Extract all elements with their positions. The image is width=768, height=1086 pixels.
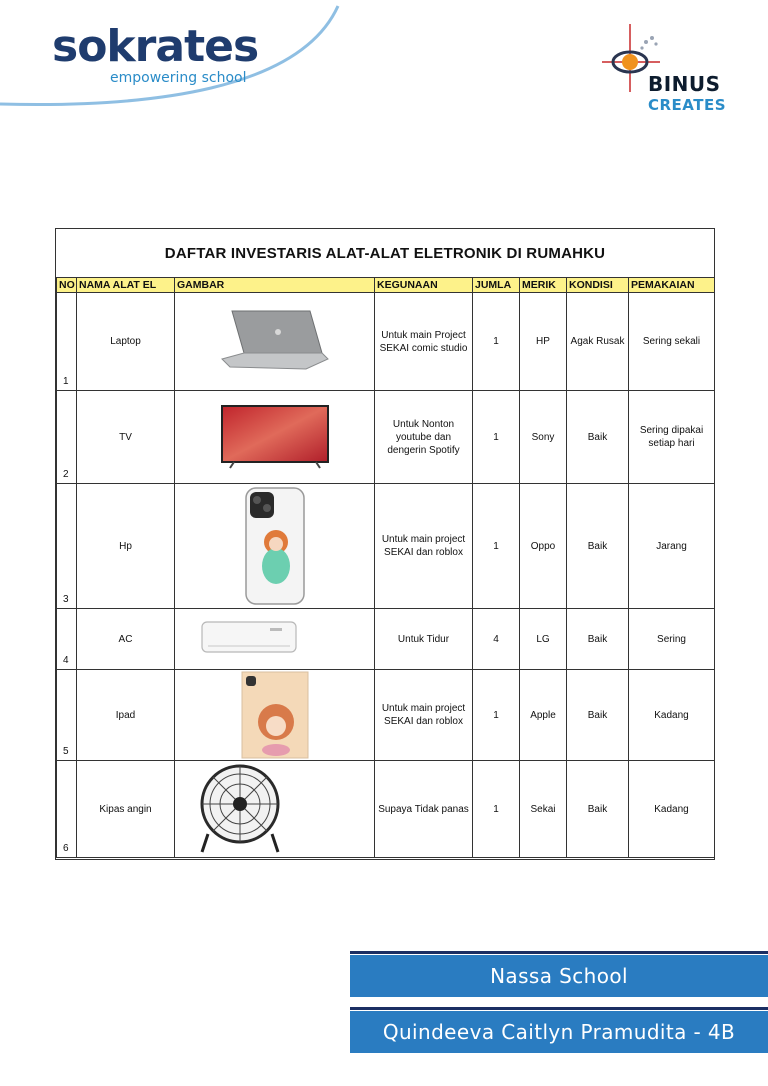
item-brand: Sekai [520, 761, 567, 858]
item-usage: Sering dipakai setiap hari [629, 391, 715, 484]
item-use: Untuk main Project SEKAI comic studio [375, 293, 473, 391]
item-name: TV [77, 391, 175, 484]
item-image [175, 670, 375, 761]
item-image [175, 609, 375, 670]
sokrates-logo [52, 21, 259, 92]
column-header-no: NO [57, 278, 77, 293]
school-name-bar: Nassa School [350, 955, 768, 997]
row-number: 3 [57, 484, 77, 609]
row-number: 1 [57, 293, 77, 391]
item-name: Ipad [77, 670, 175, 761]
item-name: Laptop [77, 293, 175, 391]
footer-divider [350, 1007, 768, 1010]
item-name: Kipas angin [77, 761, 175, 858]
item-use: Supaya Tidak panas [375, 761, 473, 858]
column-header-use: KEGUNAAN [375, 278, 473, 293]
column-header-condition: KONDISI [567, 278, 629, 293]
item-use: Untuk main project SEKAI dan roblox [375, 484, 473, 609]
item-brand: Apple [520, 670, 567, 761]
fan-icon [192, 762, 288, 856]
binus-wordmark: BINUS [648, 72, 721, 96]
item-use: Untuk main project SEKAI dan roblox [375, 670, 473, 761]
row-number: 6 [57, 761, 77, 858]
column-header-brand: MERIK [520, 278, 567, 293]
item-qty: 1 [473, 391, 520, 484]
inventory-table [56, 277, 715, 858]
item-qty: 4 [473, 609, 520, 670]
phone-case-icon [242, 486, 308, 606]
sokrates-wordmark: sokrates [52, 21, 259, 72]
column-header-qty: JUMLA [473, 278, 520, 293]
item-image [175, 484, 375, 609]
item-name: AC [77, 609, 175, 670]
item-qty: 1 [473, 293, 520, 391]
air-conditioner-icon [200, 620, 298, 658]
item-brand: Sony [520, 391, 567, 484]
item-qty: 1 [473, 484, 520, 609]
sokrates-tagline: empowering school [110, 70, 247, 86]
table-header-row [57, 278, 715, 293]
item-image [175, 293, 375, 391]
item-brand: Oppo [520, 484, 567, 609]
item-condition: Baik [567, 761, 629, 858]
item-brand: LG [520, 609, 567, 670]
tablet-case-icon [240, 670, 310, 760]
item-condition: Agak Rusak [567, 293, 629, 391]
tv-icon [220, 404, 330, 470]
row-number: 4 [57, 609, 77, 670]
binus-creates-logo [600, 22, 730, 122]
student-name-bar: Quindeeva Caitlyn Pramudita - 4B [350, 1011, 768, 1053]
item-condition: Baik [567, 609, 629, 670]
item-usage: Jarang [629, 484, 715, 609]
table-row [57, 484, 715, 609]
column-header-name: NAMA ALAT EL [77, 278, 175, 293]
item-image [175, 761, 375, 858]
sheet-title: DAFTAR INVESTARIS ALAT-ALAT ELETRONIK DI RUMAHKU [56, 229, 714, 278]
item-usage: Sering [629, 609, 715, 670]
table-row [57, 609, 715, 670]
item-name: Hp [77, 484, 175, 609]
table-row [57, 670, 715, 761]
item-qty: 1 [473, 670, 520, 761]
row-number: 5 [57, 670, 77, 761]
binus-sub-wordmark: CREATES [648, 96, 727, 114]
table-row [57, 761, 715, 858]
laptop-icon [220, 307, 330, 377]
column-header-usage: PEMAKAIAN [629, 278, 715, 293]
item-condition: Baik [567, 484, 629, 609]
column-header-image: GAMBAR [175, 278, 375, 293]
item-qty: 1 [473, 761, 520, 858]
item-use: Untuk Tidur [375, 609, 473, 670]
table-row [57, 293, 715, 391]
item-image [175, 391, 375, 484]
table-row [57, 391, 715, 484]
inventory-sheet [55, 228, 715, 860]
item-usage: Kadang [629, 761, 715, 858]
footer-divider [350, 951, 768, 954]
item-usage: Kadang [629, 670, 715, 761]
item-condition: Baik [567, 670, 629, 761]
row-number: 2 [57, 391, 77, 484]
item-condition: Baik [567, 391, 629, 484]
item-brand: HP [520, 293, 567, 391]
item-use: Untuk Nonton youtube dan dengerin Spotify [375, 391, 473, 484]
item-usage: Sering sekali [629, 293, 715, 391]
